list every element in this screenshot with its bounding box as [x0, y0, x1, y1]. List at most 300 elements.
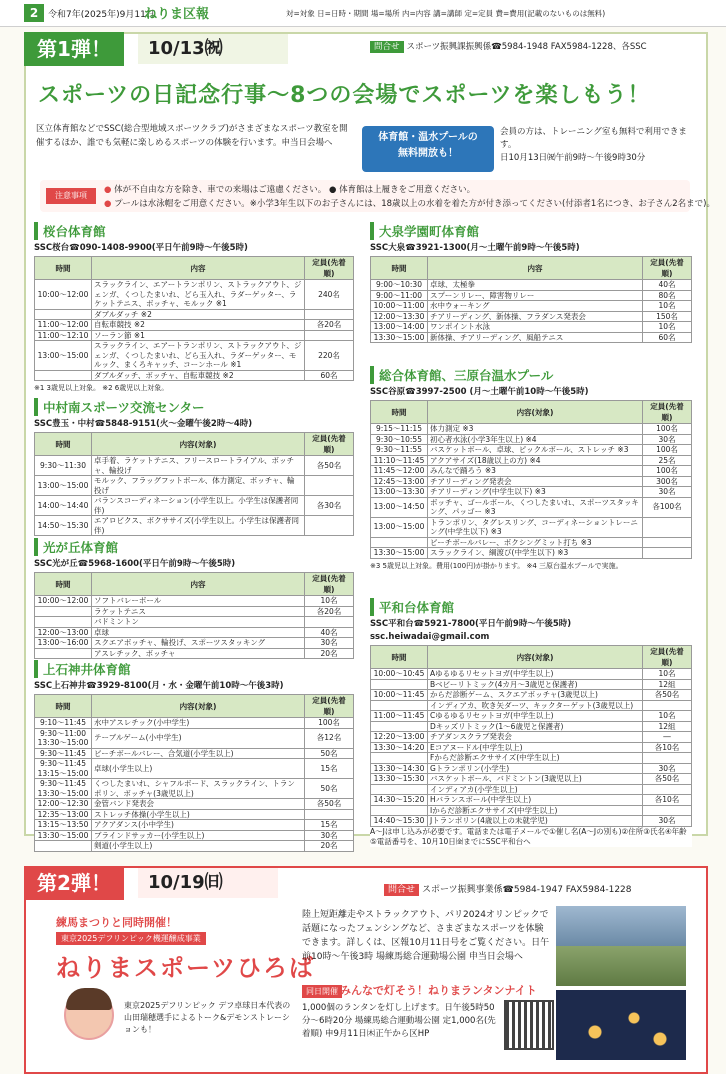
table-row — [35, 627, 354, 638]
table-row — [371, 763, 692, 774]
column-header: 時間 — [371, 257, 428, 280]
capacity-cell: 30名 — [305, 638, 354, 649]
table-row — [35, 280, 354, 310]
member-info — [500, 126, 700, 165]
capacity-cell: 25名 — [643, 455, 692, 466]
facility-name: 総合体育館、三原台温水プール — [370, 366, 692, 384]
table-row — [35, 309, 354, 320]
table-row — [35, 320, 354, 331]
time-cell: 12:00～12:30 — [35, 799, 92, 810]
time-cell: 10:00～11:45 — [371, 690, 428, 701]
column-header: 定員(先着順) — [643, 401, 692, 424]
facility-sakuradai — [34, 222, 354, 393]
content-cell: ビーチボールバレー、ボクシングミット打ち ※3 — [428, 537, 643, 548]
content-cell: ソーラン節 ※1 — [92, 330, 305, 341]
capacity-cell — [305, 516, 354, 536]
time-cell: 12:45～13:00 — [371, 476, 428, 487]
facility-contact: SSC平和台☎5921-7800(平日午前9時～午後5時) — [370, 619, 572, 629]
table-row — [371, 332, 692, 343]
content-cell: 卓球(小学生以上) — [92, 759, 305, 779]
content-cell: Dキッズリトミック(1～6歳児と保護者) — [428, 721, 643, 732]
table-row — [35, 341, 354, 371]
content-cell: 卓手着、ラケットテニス、フリースロートライアル、ボッチャ、輪投げ — [92, 456, 305, 476]
paper-logo: ねりま区報 — [144, 7, 210, 22]
content-cell: スラックライン、エアートランポリン、ストラックアウト、ジェンガ、くつしたまいれ、どら玉入れ、ラダーゲッター、モルック、まくろキャッチ、コーンホール ※1 — [92, 341, 305, 371]
time-cell: 9:30～10:55 — [371, 434, 428, 445]
capacity-cell: 100名 — [643, 424, 692, 435]
table-row — [35, 841, 354, 852]
column-header: 時間 — [35, 433, 92, 456]
facility-name: 大泉学園町体育館 — [370, 222, 692, 240]
content-cell: バドミントン — [92, 617, 305, 628]
notes-line1: 体が不自由な方を除き、車での来場はご遠慮ください。 ● 体育館は上履きをご用意ください。 — [114, 185, 476, 195]
table-row — [371, 548, 692, 559]
event2-description: 陸上短距離走やストラックアウト、パリ2024オリンピックで話題になったフェンシングなど、さまざまなスポーツを体験できます。詳しくは、区報10月11日号をご覧ください。日午前10時～午後3時 場練馬総合運動場公園 申当日会場へ — [302, 910, 550, 962]
column-header: 内容 — [92, 573, 305, 596]
content-cell: エアロビクス、ボクササイズ(小学生以上。小学生は保護者同伴) — [92, 516, 305, 536]
content-cell: スラックライン、エアートランポリン、ストラックアウト、ジェンガ、くつしたまいれ、どら玉入れ、ラダーゲッター、ラケットテニス、ボッチャ、モルック ※1 — [92, 280, 305, 310]
lantern-tag: 同日開催 — [302, 985, 342, 998]
table-row — [35, 456, 354, 476]
table-row — [371, 434, 692, 445]
table-row — [35, 728, 354, 748]
time-cell: 13:00～14:00 — [371, 322, 428, 333]
time-cell — [371, 537, 428, 548]
time-cell: 9:30～11:55 — [371, 445, 428, 456]
pool-line2: 無料開放も！ — [398, 148, 458, 159]
content-cell: みんなで踊ろう ※3 — [428, 466, 643, 477]
capacity-cell — [305, 309, 354, 320]
capacity-cell: 60名 — [643, 332, 692, 343]
capacity-cell: 各50名 — [305, 799, 354, 810]
time-cell: 13:30～15:00 — [371, 548, 428, 559]
table-row — [371, 455, 692, 466]
content-cell: トランポリン、タグレスリング、コーディネーショントレーニング(中学生以下) ※3 — [428, 517, 643, 537]
table-row — [371, 774, 692, 785]
content-cell: ソフトバレーボール — [92, 596, 305, 607]
content-cell: 初心者水泳(小学3年生以上) ※4 — [428, 434, 643, 445]
capacity-cell: 100名 — [643, 445, 692, 456]
schedule-table — [370, 400, 692, 559]
time-cell: 13:00～15:00 — [35, 341, 92, 371]
table-row — [371, 280, 692, 291]
content-cell: ストレッチ体操(小学生以上) — [92, 809, 305, 820]
page-number: 2 — [24, 4, 44, 22]
table-row — [35, 830, 354, 841]
facility-name: 桜台体育館 — [34, 222, 354, 240]
time-cell — [35, 606, 92, 617]
table-row — [371, 721, 692, 732]
capacity-cell — [643, 548, 692, 559]
member-text: 会員の方は、トレーニング室も無料で利用できます。 — [500, 127, 687, 150]
content-cell: テーブルゲーム(小中学生) — [92, 728, 305, 748]
capacity-cell: 100名 — [643, 466, 692, 477]
table-row — [371, 816, 692, 827]
content-cell: チアリーディング(中学生以下) ※3 — [428, 487, 643, 498]
content-cell: スプーンリレー、障害物リレー — [428, 290, 643, 301]
capacity-cell: 80名 — [643, 290, 692, 301]
capacity-cell: 40名 — [643, 280, 692, 291]
content-cell: 水中アスレチック(小中学生) — [92, 718, 305, 729]
table-row — [371, 784, 692, 795]
athlete-hair — [66, 988, 112, 1010]
time-cell — [35, 841, 92, 852]
capacity-cell — [643, 517, 692, 537]
facility-email: ssc.heiwadai@gmail.com — [370, 632, 490, 642]
table-row — [35, 496, 354, 516]
time-cell: 14:40～15:30 — [371, 816, 428, 827]
table-row — [35, 799, 354, 810]
capacity-cell: 20名 — [305, 648, 354, 659]
content-cell: Aゆるゆるリセットヨガ(中学生以上) — [428, 669, 643, 680]
capacity-cell: 各20名 — [305, 606, 354, 617]
table-row — [371, 476, 692, 487]
time-cell: 9:30～11:45 13:30～15:00 — [35, 779, 92, 799]
time-cell — [371, 753, 428, 764]
capacity-cell: 各50名 — [643, 774, 692, 785]
facility-oizumi — [370, 222, 692, 343]
deaflympics-tag: 東京2025デフリンピック機運醸成事業 — [56, 932, 206, 945]
inquiry-label: 問合せ — [384, 884, 419, 896]
facility-contact: SSC谷原☎3997-2500 (月～土曜午前10時～午後5時) — [370, 387, 589, 397]
time-cell — [371, 679, 428, 690]
content-cell: Fからだ診断エクササイズ(中学生以上) — [428, 753, 643, 764]
content-cell: 体力測定 ※3 — [428, 424, 643, 435]
capacity-cell: ― — [643, 732, 692, 743]
time-cell: 11:10～11:45 — [371, 455, 428, 466]
event1-intro: 区立体育館などでSSC(総合型地域スポーツクラブ)がさまざまなスポーツ教室を開催するほか、誰でも気軽に楽しめるスポーツの体験を行います。申当日会場へ — [36, 124, 348, 148]
content-cell: Bベビーリトミック(4カ月～3歳児と保護者) — [428, 679, 643, 690]
time-cell: 13:00～15:00 — [35, 476, 92, 496]
column-header: 定員(先着順) — [643, 646, 692, 669]
time-cell: 13:30～14:20 — [371, 742, 428, 753]
qr-code-icon[interactable] — [504, 1000, 554, 1050]
capacity-cell: 30名 — [643, 763, 692, 774]
content-cell: ブラインドサッカー(小学生以上) — [92, 830, 305, 841]
content-cell: アスレチック、ボッチャ — [92, 648, 305, 659]
table-row — [371, 537, 692, 548]
facility-contact: SSC大泉☎3921-1300(月～土曜午前9時～午後5時) — [370, 243, 580, 253]
time-cell: 10:00～10:45 — [371, 669, 428, 680]
facility-footnote: ※1 3歳児以上対象。 ※2 6歳児以上対象。 — [34, 384, 169, 392]
capacity-cell — [643, 753, 692, 764]
content-cell: インディアカ(小学生以上) — [428, 784, 643, 795]
time-cell — [35, 617, 92, 628]
column-header: 定員(先着順) — [305, 257, 354, 280]
column-header: 内容(対象) — [428, 401, 643, 424]
content-cell: チアリーディング、新体操、フラダンス発表会 — [428, 311, 643, 322]
time-cell: 13:30～14:30 — [371, 763, 428, 774]
time-cell: 12:00～13:00 — [35, 627, 92, 638]
time-cell — [371, 805, 428, 816]
time-cell: 9:00～10:30 — [371, 280, 428, 291]
capacity-cell: 40名 — [305, 627, 354, 638]
pool-line1: 体育館・温水プールの — [378, 132, 478, 143]
content-cell: 卓球、太極拳 — [428, 280, 643, 291]
column-header: 定員(先着順) — [305, 695, 354, 718]
facility-hikarigaoka — [34, 538, 354, 659]
content-cell: アクアダンス(小中学生) — [92, 820, 305, 831]
content-cell: 水中ウォーキング — [428, 301, 643, 312]
capacity-cell: 10名 — [643, 711, 692, 722]
column-header: 内容(対象) — [92, 433, 305, 456]
content-cell: バスケットボール、卓球、ピックルボール、ストレッチ ※3 — [428, 445, 643, 456]
column-header: 定員(先着順) — [305, 433, 354, 456]
capacity-cell: 50名 — [305, 779, 354, 799]
time-cell: 9:30～11:45 — [35, 748, 92, 759]
capacity-cell: 50名 — [305, 748, 354, 759]
table-row — [35, 330, 354, 341]
schedule-table — [34, 694, 354, 852]
table-row — [35, 617, 354, 628]
capacity-cell: 各10名 — [643, 742, 692, 753]
time-cell — [371, 700, 428, 711]
application-instruction: A～Jは申し込みが必要です。電話または電子メールで①催し名(A～Jの別も)②住所③氏名④年齢⑤電話番号を、10月10日㈮までにSSC平和台へ — [370, 826, 687, 846]
column-header: 時間 — [35, 573, 92, 596]
capacity-cell — [305, 476, 354, 496]
capacity-cell: 10名 — [305, 596, 354, 607]
table-row — [35, 648, 354, 659]
schedule-table — [370, 256, 692, 343]
capacity-cell: 各50名 — [305, 456, 354, 476]
capacity-cell: 10名 — [643, 301, 692, 312]
capacity-cell — [643, 784, 692, 795]
schedule-table — [370, 645, 692, 827]
capacity-cell: 各12名 — [305, 728, 354, 748]
content-cell: 自転車競技 ※2 — [92, 320, 305, 331]
time-cell: 13:30～15:30 — [371, 774, 428, 785]
capacity-cell: 各50名 — [643, 690, 692, 701]
table-row — [371, 711, 692, 722]
capacity-cell: 150名 — [643, 311, 692, 322]
time-cell: 9:30～11:30 — [35, 456, 92, 476]
event2-badge: 第2弾！ — [24, 866, 124, 900]
time-cell: 9:00～11:00 — [371, 290, 428, 301]
schedule-table — [34, 572, 354, 659]
inquiry-text: スポーツ振興課振興係☎5984-1948 FAX5984-1228、各SSC — [406, 42, 647, 52]
inquiry-label: 問合せ — [370, 41, 404, 53]
facility-name: 中村南スポーツ交流センター — [34, 398, 354, 416]
table-row — [371, 487, 692, 498]
schedule-table — [34, 432, 354, 536]
time-cell: 9:15～11:15 — [371, 424, 428, 435]
time-cell: 13:00～15:00 — [371, 517, 428, 537]
time-cell: 12:00～13:30 — [371, 311, 428, 322]
issue-date: 令和7年(2025年)9月11日 — [48, 10, 155, 20]
time-cell — [35, 648, 92, 659]
capacity-cell — [643, 537, 692, 548]
event2-date: 10/19㈰ — [138, 868, 278, 898]
content-cell: バスケットボール、バドミントン(3歳児以上) — [428, 774, 643, 785]
table-row — [35, 718, 354, 729]
column-header: 内容 — [428, 257, 643, 280]
facility-name: 光が丘体育館 — [34, 538, 354, 556]
capacity-cell: 240名 — [305, 280, 354, 310]
event2-title: ねりまスポーツひろば — [56, 954, 316, 982]
content-cell: Iからだ診断エクササイズ(中学生以上) — [428, 805, 643, 816]
content-cell: チアダンスクラブ発表会 — [428, 732, 643, 743]
table-row — [35, 596, 354, 607]
capacity-cell: 10名 — [643, 322, 692, 333]
content-cell: ラケットテニス — [92, 606, 305, 617]
capacity-cell: 300名 — [643, 476, 692, 487]
capacity-cell — [643, 805, 692, 816]
event2-inquiry — [384, 882, 632, 895]
capacity-cell — [643, 700, 692, 711]
time-cell: 9:30～11:45 13:15～15:00 — [35, 759, 92, 779]
event1-date: 10/13㈷ — [138, 34, 288, 64]
table-row — [35, 820, 354, 831]
inquiry-text: スポーツ振興事業係☎5984-1947 FAX5984-1228 — [422, 885, 632, 895]
time-cell: 13:00～13:30 — [371, 487, 428, 498]
pool-free-badge — [362, 126, 494, 172]
time-cell: 12:20～13:00 — [371, 732, 428, 743]
content-cell: スクエアボッチャ、輪投げ、スポーツスタッキング — [92, 638, 305, 649]
table-row — [35, 759, 354, 779]
content-cell: アクアサイズ(18歳以上の方) ※4 — [428, 455, 643, 466]
capacity-cell: 30名 — [305, 830, 354, 841]
capacity-cell: 12組 — [643, 721, 692, 732]
content-cell: ダブルダッチ、ボッチャ、自転車競技 ※2 — [92, 370, 305, 381]
capacity-cell: 220名 — [305, 341, 354, 371]
table-row — [35, 809, 354, 820]
capacity-cell: 各30名 — [305, 496, 354, 516]
table-row — [371, 517, 692, 537]
content-cell: Eコアヌードル(中学生以上) — [428, 742, 643, 753]
table-row — [371, 679, 692, 690]
column-header: 内容 — [92, 257, 305, 280]
lantern-photo — [556, 990, 686, 1060]
time-cell: 11:00～12:00 — [35, 320, 92, 331]
content-cell: Jトランポリン(4歳以上の未就学児) — [428, 816, 643, 827]
lantern-text: 1,000個のランタンを灯し上げます。日午後5時50分～6時20分 場練馬総合運動場公園 定1,000名(先着順) 申9月11日㈭正午から区HP — [302, 1003, 496, 1039]
table-row — [371, 466, 692, 477]
time-cell: 14:00～14:40 — [35, 496, 92, 516]
table-row — [35, 516, 354, 536]
table-row — [371, 311, 692, 322]
capacity-cell: 各10名 — [643, 795, 692, 806]
column-header: 定員(先着順) — [305, 573, 354, 596]
capacity-cell: 15名 — [305, 759, 354, 779]
table-row — [35, 779, 354, 799]
notes-line2: プールは水泳帽をご用意ください。※小学3年生以下のお子さんには、18歳以上の水着を着た方が付き添ってください(付添者1名につき、お子さん2名まで)。 — [114, 199, 715, 209]
column-header: 時間 — [371, 646, 428, 669]
time-cell: 11:45～12:00 — [371, 466, 428, 477]
time-cell — [371, 721, 428, 732]
time-cell: 10:00～11:00 — [371, 301, 428, 312]
time-cell — [35, 370, 92, 381]
capacity-cell: 100名 — [305, 718, 354, 729]
content-cell: ダブルダッチ ※2 — [92, 309, 305, 320]
facility-contact: SSC豊玉・中村☎5848-9151(火～金曜午後2時～4時) — [34, 419, 253, 429]
capacity-cell — [305, 330, 354, 341]
column-header: 内容(対象) — [428, 646, 643, 669]
table-row — [371, 700, 692, 711]
notes-tag: 注意事項 — [46, 188, 96, 204]
time-cell: 11:00～12:10 — [35, 330, 92, 341]
content-cell: 金管バンド発表会 — [92, 799, 305, 810]
capacity-cell: 各20名 — [305, 320, 354, 331]
facility-contact: SSC桜台☎090-1408-9900(平日午前9時～午後5時) — [34, 243, 248, 253]
content-cell: インディアカ、吹き矢ダーツ、キックターゲット(3歳児以上) — [428, 700, 643, 711]
capacity-cell: 60名 — [305, 370, 354, 381]
time-cell: 13:00～16:00 — [35, 638, 92, 649]
table-row — [35, 476, 354, 496]
content-cell: Hバランスボール(中学生以上) — [428, 795, 643, 806]
content-cell: チアリーディング発表会 — [428, 476, 643, 487]
facility-contact: SSC上石神井☎3929-8100(月・水・金曜午前10時～午後3時) — [34, 681, 284, 691]
table-row — [371, 805, 692, 816]
content-cell: くつしたまいれ、シャフルボード、スラックライン、トランポリン、ボッチャ(3歳児以上) — [92, 779, 305, 799]
capacity-cell: 12組 — [643, 679, 692, 690]
content-cell: Cゆるゆるリセットヨガ(中学生以上) — [428, 711, 643, 722]
capacity-cell: 30名 — [643, 434, 692, 445]
facility-name: 上石神井体育館 — [34, 660, 354, 678]
content-cell: スラックライン、綱渡び(中学生以下) ※3 — [428, 548, 643, 559]
table-row — [35, 638, 354, 649]
table-row — [371, 322, 692, 333]
table-row — [35, 370, 354, 381]
content-cell: ボッチャ、ゴールボール、くつしたまいれ、スポーツスタッキング、パッゴー ※3 — [428, 497, 643, 517]
symbol-legend: 対=対象 日=日時・期間 場=場所 内=内容 講=講師 定=定員 費=費用(記載のないものは無料) — [286, 9, 606, 18]
table-row — [371, 669, 692, 680]
table-row — [371, 795, 692, 806]
table-row — [371, 753, 692, 764]
facility-footnote: ※3 5歳児以上対象。費用(100円)が掛かります。 ※4 三原台温水プールで実施。 — [370, 561, 623, 570]
table-row — [371, 445, 692, 456]
time-cell: 10:00～12:00 — [35, 280, 92, 310]
column-header: 時間 — [35, 695, 92, 718]
facility-name: 平和台体育館 — [370, 598, 692, 616]
time-cell: 14:50～15:30 — [35, 516, 92, 536]
event1-title: スポーツの日記念行事～8つの会場でスポーツを楽しもう！ — [38, 83, 651, 108]
content-cell: 新体操、チアリーディング、風船テニス — [428, 332, 643, 343]
table-row — [35, 606, 354, 617]
capacity-cell: 30名 — [643, 487, 692, 498]
time-cell: 13:15～13:50 — [35, 820, 92, 831]
facility-kamishakujii — [34, 660, 354, 852]
content-cell: モルック、フラッグフットボール、体力測定、ボッチャ、輪投げ — [92, 476, 305, 496]
capacity-cell: 各100名 — [643, 497, 692, 517]
table-row — [371, 690, 692, 701]
table-row — [371, 424, 692, 435]
content-cell: 剣道(小学生以上) — [92, 841, 305, 852]
time-cell — [371, 784, 428, 795]
event2-subtitle: 練馬まつりと同時開催！ — [56, 916, 177, 929]
capacity-cell: 15名 — [305, 820, 354, 831]
time-cell: 13:30～15:00 — [35, 830, 92, 841]
time-cell — [35, 309, 92, 320]
column-header: 時間 — [35, 257, 92, 280]
capacity-cell — [305, 617, 354, 628]
content-cell: 卓球 — [92, 627, 305, 638]
time-cell: 14:30～15:20 — [371, 795, 428, 806]
facility-sogo — [370, 366, 692, 571]
table-row — [371, 742, 692, 753]
table-row — [371, 732, 692, 743]
facility-heiwadai — [370, 598, 692, 847]
sports-photo — [556, 906, 686, 986]
time-cell: 9:30～11:00 13:30～15:00 — [35, 728, 92, 748]
member-date: 日10月13日㈷午前9時～午後9時30分 — [500, 153, 646, 163]
table-row — [35, 748, 354, 759]
schedule-table — [34, 256, 354, 381]
time-cell: 12:35～13:00 — [35, 809, 92, 820]
facility-contact: SSC光が丘☎5968-1600(平日午前9時～午後5時) — [34, 559, 236, 569]
capacity-cell: 30名 — [643, 816, 692, 827]
athlete-text: 東京2025デフリンピック デフ卓球日本代表の山田瑞穂選手によるトーク&デモンストレーションも！ — [124, 1001, 291, 1034]
content-cell: からだ診断ゲーム、スクエアボッチャ(3歳児以上) — [428, 690, 643, 701]
